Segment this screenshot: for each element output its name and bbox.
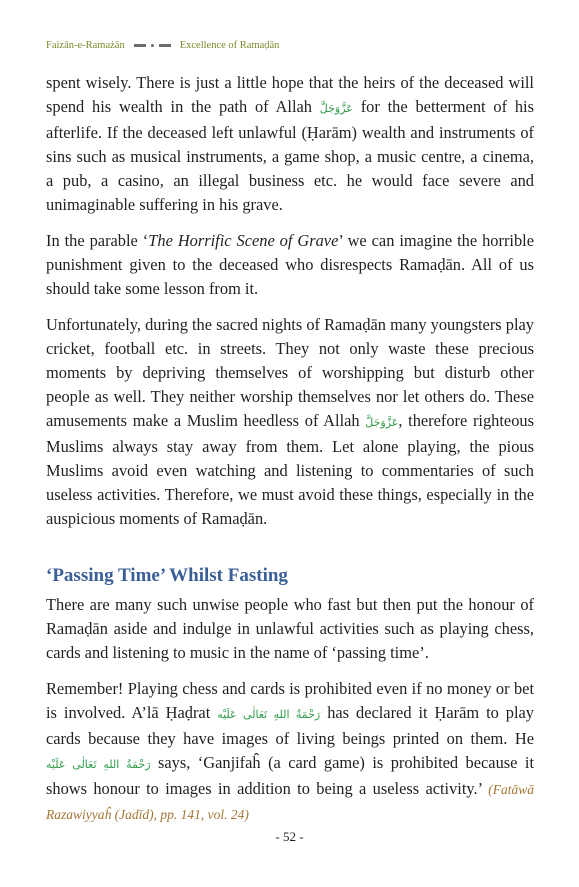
- paragraph-4: There are many such unwise people who fast but then put the honour of Ramaḍān aside and indulge in unlawful activities such as playing chess, cards and listening to music in the name of ‘passing time’.: [46, 595, 534, 662]
- paragraph-5: Remember! Playing chess and cards is prohibited even if no money or bet is involved. A’lā Ḥaḍrat رَحْمَةُ اللهِ تَعَالٰى عَلَيْه has declared it Ḥarām to play cards because they have images of living beings printed on them. He رَحْمَةُ اللهِ تَعَالٰى عَلَيْه says, ‘Ganjifaĥ (a card game) is prohibited because it shows honour to images in addition to being a useless activity.’ (Fatāwā Razawiyyaĥ (Jadīd), pp. 141, vol. 24): [46, 679, 534, 822]
- header-separator: [134, 44, 171, 47]
- running-header: [46, 40, 279, 51]
- reference-citation: (Fatāwā Razawiyyaĥ (Jadīd), pp. 141, vol. 24): [46, 782, 534, 822]
- header-chapter-title: Excellence of Ramaḍān: [179, 40, 280, 51]
- parable-title: The Horrific Scene of Grave: [148, 231, 339, 250]
- paragraph-1: spent wisely. There is just a little hope that the heirs of the deceased will spend his wealth in the path of Allah عَزَّوَجَلَّ for the betterment of his afterlife. If the deceased left unlawful (Ḥarām) wealth and instruments of sins such as musical instruments, a game shop, a music centre, a cinema, a pub, a casino, an illegal business etc. he would face severe and unimaginable suffering in his grave.: [46, 73, 534, 214]
- paragraph-3: Unfortunately, during the sacred nights of Ramaḍān many youngsters play cricket, football etc. in streets. They not only waste these precious moments by depriving themselves of worshipping but disturb other people as well. They neither worship themselves nor let others do. These amusements make a Muslim heedless of Allah عَزَّوَجَلَّ, therefore righteous Muslims always stay away from them. Let alone playing, the pious Muslims avoid even watching and listening to commentaries of such useless activities. Therefore, we must avoid these things, especially in the auspicious moments of Ramaḍān.: [46, 315, 534, 528]
- honorific-rahmatullah: رَحْمَةُ اللهِ تَعَالٰى عَلَيْه: [217, 708, 321, 721]
- honorific-azza-wa-jalla: عَزَّوَجَلَّ: [365, 416, 399, 429]
- page-number: - 52 -: [275, 829, 304, 844]
- honorific-azza-wa-jalla: عَزَّوَجَلَّ: [319, 102, 353, 115]
- page-body: [46, 71, 534, 839]
- header-book-title: Faizān-e-Ramażān: [46, 40, 125, 51]
- paragraph-2: In the parable ‘The Horrific Scene of Grave’ we can imagine the horrible punishment given to the deceased who disrespects Ramaḍān. All of us should take some lesson from it.: [46, 231, 534, 298]
- honorific-rahmatullah: رَحْمَةُ اللهِ تَعَالٰى عَلَيْه: [46, 758, 151, 771]
- section-heading: ‘Passing Time’ Whilst Fasting: [46, 565, 288, 586]
